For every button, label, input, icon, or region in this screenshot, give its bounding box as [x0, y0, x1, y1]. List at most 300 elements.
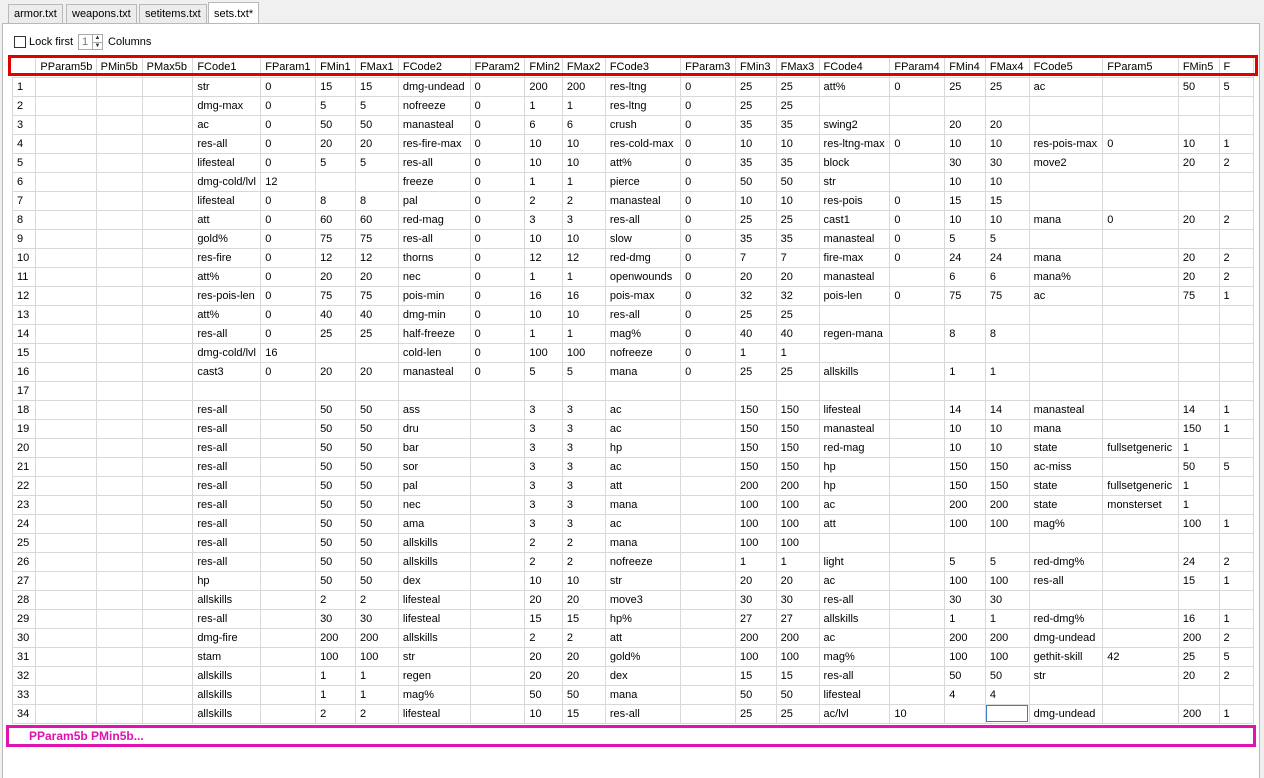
- table-cell[interactable]: 35: [735, 229, 776, 248]
- table-cell[interactable]: 0: [261, 362, 316, 381]
- table-cell[interactable]: [819, 305, 890, 324]
- table-cell[interactable]: att%: [193, 267, 261, 286]
- table-cell[interactable]: 0: [261, 267, 316, 286]
- row-number[interactable]: 27: [13, 571, 36, 590]
- table-cell[interactable]: 0: [470, 362, 525, 381]
- table-cell[interactable]: lifesteal: [193, 153, 261, 172]
- table-cell[interactable]: 0: [681, 96, 736, 115]
- table-cell[interactable]: openwounds: [605, 267, 680, 286]
- table-cell[interactable]: 50: [1178, 77, 1219, 96]
- table-cell[interactable]: mana: [1029, 210, 1103, 229]
- table-cell[interactable]: 200: [1178, 704, 1219, 723]
- table-cell[interactable]: manasteal: [605, 191, 680, 210]
- table-cell[interactable]: 1: [525, 96, 563, 115]
- table-cell[interactable]: [470, 419, 525, 438]
- row-number[interactable]: 11: [13, 267, 36, 286]
- table-cell[interactable]: res-ltng-max: [819, 134, 890, 153]
- table-cell[interactable]: swing2: [819, 115, 890, 134]
- table-cell[interactable]: 20: [1178, 210, 1219, 229]
- table-cell[interactable]: 20: [735, 571, 776, 590]
- table-cell[interactable]: [36, 229, 96, 248]
- table-cell[interactable]: [142, 248, 193, 267]
- table-cell[interactable]: 200: [985, 628, 1029, 647]
- table-cell[interactable]: 100: [776, 495, 819, 514]
- table-cell[interactable]: [36, 381, 96, 400]
- table-cell[interactable]: [142, 400, 193, 419]
- table-cell[interactable]: mana: [605, 685, 680, 704]
- table-cell[interactable]: 20: [525, 590, 563, 609]
- table-cell[interactable]: 1: [985, 362, 1029, 381]
- table-cell[interactable]: 5: [316, 153, 356, 172]
- table-cell[interactable]: [470, 438, 525, 457]
- table-cell[interactable]: res-pois: [819, 191, 890, 210]
- table-cell[interactable]: 20: [1178, 248, 1219, 267]
- table-cell[interactable]: 0: [681, 343, 736, 362]
- table-cell[interactable]: 14: [985, 400, 1029, 419]
- table-cell[interactable]: dmg-cold/lvl: [193, 343, 261, 362]
- table-cell[interactable]: 50: [355, 495, 398, 514]
- table-cell[interactable]: 30: [985, 590, 1029, 609]
- table-cell[interactable]: [261, 609, 316, 628]
- table-cell[interactable]: 0: [890, 210, 945, 229]
- row-number[interactable]: 31: [13, 647, 36, 666]
- table-cell[interactable]: att%: [819, 77, 890, 96]
- table-cell[interactable]: 3: [525, 514, 563, 533]
- row-number[interactable]: 17: [13, 381, 36, 400]
- table-cell[interactable]: 50: [316, 514, 356, 533]
- table-cell[interactable]: 3: [562, 495, 605, 514]
- table-cell[interactable]: 5: [945, 552, 986, 571]
- tab-armor[interactable]: armor.txt: [8, 4, 63, 23]
- column-header[interactable]: PMax5b: [142, 58, 193, 77]
- table-cell[interactable]: 10: [735, 191, 776, 210]
- table-cell[interactable]: [470, 495, 525, 514]
- column-header[interactable]: FCode2: [398, 58, 470, 77]
- table-cell[interactable]: [36, 457, 96, 476]
- table-cell[interactable]: [96, 533, 142, 552]
- table-cell[interactable]: 0: [470, 286, 525, 305]
- table-cell[interactable]: red-dmg: [605, 248, 680, 267]
- table-cell[interactable]: [142, 571, 193, 590]
- table-cell[interactable]: [681, 609, 736, 628]
- table-cell[interactable]: crush: [605, 115, 680, 134]
- table-cell[interactable]: 100: [1178, 514, 1219, 533]
- table-cell[interactable]: [890, 96, 945, 115]
- table-cell[interactable]: [819, 533, 890, 552]
- table-cell[interactable]: 0: [681, 305, 736, 324]
- row-number[interactable]: 14: [13, 324, 36, 343]
- table-cell[interactable]: [1103, 305, 1179, 324]
- table-cell[interactable]: 75: [945, 286, 986, 305]
- table-cell[interactable]: 1: [776, 552, 819, 571]
- table-cell[interactable]: 0: [470, 191, 525, 210]
- table-cell[interactable]: 20: [525, 647, 563, 666]
- table-cell[interactable]: 50: [316, 476, 356, 495]
- table-cell[interactable]: 0: [681, 229, 736, 248]
- column-header[interactable]: FMin1: [316, 58, 356, 77]
- table-cell[interactable]: 100: [985, 571, 1029, 590]
- table-cell[interactable]: red-dmg%: [1029, 552, 1103, 571]
- table-cell[interactable]: [525, 381, 563, 400]
- table-cell[interactable]: [1103, 514, 1179, 533]
- table-cell[interactable]: [562, 381, 605, 400]
- table-cell[interactable]: 0: [470, 324, 525, 343]
- table-cell[interactable]: [945, 343, 986, 362]
- table-cell[interactable]: 50: [355, 457, 398, 476]
- table-cell[interactable]: [1029, 191, 1103, 210]
- table-cell[interactable]: 50: [316, 457, 356, 476]
- column-header[interactable]: FParam1: [261, 58, 316, 77]
- table-cell[interactable]: [470, 685, 525, 704]
- table-cell[interactable]: ac: [605, 419, 680, 438]
- table-cell[interactable]: [142, 267, 193, 286]
- table-cell[interactable]: allskills: [193, 704, 261, 723]
- table-cell[interactable]: [96, 400, 142, 419]
- table-cell[interactable]: 6: [945, 267, 986, 286]
- table-cell[interactable]: [261, 666, 316, 685]
- table-cell[interactable]: [398, 381, 470, 400]
- table-cell[interactable]: 3: [525, 210, 563, 229]
- table-cell[interactable]: 75: [985, 286, 1029, 305]
- table-cell[interactable]: [36, 704, 96, 723]
- table-cell[interactable]: 8: [945, 324, 986, 343]
- table-cell[interactable]: 15: [985, 191, 1029, 210]
- table-cell[interactable]: [890, 419, 945, 438]
- table-cell[interactable]: 150: [985, 457, 1029, 476]
- table-cell[interactable]: 100: [945, 514, 986, 533]
- table-cell[interactable]: [1178, 343, 1219, 362]
- table-cell[interactable]: [945, 381, 986, 400]
- table-cell[interactable]: 0: [261, 191, 316, 210]
- table-cell[interactable]: 50: [355, 476, 398, 495]
- table-cell[interactable]: [142, 590, 193, 609]
- table-cell[interactable]: thorns: [398, 248, 470, 267]
- table-cell[interactable]: 14: [1178, 400, 1219, 419]
- table-cell[interactable]: 27: [776, 609, 819, 628]
- table-cell[interactable]: [1219, 229, 1253, 248]
- table-cell[interactable]: 2: [1219, 666, 1253, 685]
- table-cell[interactable]: [890, 514, 945, 533]
- table-cell[interactable]: 0: [681, 324, 736, 343]
- table-cell[interactable]: 0: [681, 210, 736, 229]
- table-cell[interactable]: 1: [562, 324, 605, 343]
- table-cell[interactable]: 1: [1178, 438, 1219, 457]
- table-cell[interactable]: 3: [525, 400, 563, 419]
- table-cell[interactable]: 2: [1219, 628, 1253, 647]
- table-cell[interactable]: 50: [316, 495, 356, 514]
- table-cell[interactable]: [96, 514, 142, 533]
- table-cell[interactable]: [36, 628, 96, 647]
- table-cell[interactable]: 24: [945, 248, 986, 267]
- table-cell[interactable]: 3: [562, 476, 605, 495]
- table-cell[interactable]: [261, 704, 316, 723]
- table-cell[interactable]: 0: [1103, 210, 1179, 229]
- table-cell[interactable]: 1: [1219, 609, 1253, 628]
- table-cell[interactable]: [261, 419, 316, 438]
- table-cell[interactable]: 0: [890, 77, 945, 96]
- column-header[interactable]: FParam2: [470, 58, 525, 77]
- row-number[interactable]: 12: [13, 286, 36, 305]
- table-cell[interactable]: 150: [735, 438, 776, 457]
- table-cell[interactable]: 30: [945, 153, 986, 172]
- table-cell[interactable]: [985, 343, 1029, 362]
- table-cell[interactable]: 15: [562, 704, 605, 723]
- table-cell[interactable]: [142, 685, 193, 704]
- table-cell[interactable]: [1029, 685, 1103, 704]
- table-cell[interactable]: 100: [735, 533, 776, 552]
- table-cell[interactable]: [1178, 172, 1219, 191]
- table-cell[interactable]: 0: [261, 115, 316, 134]
- table-cell[interactable]: [36, 533, 96, 552]
- table-cell[interactable]: [1029, 381, 1103, 400]
- table-cell[interactable]: 35: [735, 153, 776, 172]
- table-cell[interactable]: 200: [525, 77, 563, 96]
- table-cell[interactable]: mana: [605, 533, 680, 552]
- table-cell[interactable]: 1: [525, 172, 563, 191]
- table-cell[interactable]: mag%: [605, 324, 680, 343]
- table-cell[interactable]: [96, 362, 142, 381]
- table-cell[interactable]: 10: [735, 134, 776, 153]
- table-cell[interactable]: 35: [776, 229, 819, 248]
- table-cell[interactable]: [1219, 191, 1253, 210]
- table-cell[interactable]: [470, 457, 525, 476]
- table-cell[interactable]: 20: [985, 115, 1029, 134]
- table-cell[interactable]: 0: [890, 134, 945, 153]
- table-cell[interactable]: 75: [316, 229, 356, 248]
- table-cell[interactable]: 10: [525, 229, 563, 248]
- table-cell[interactable]: [355, 381, 398, 400]
- table-cell[interactable]: [1029, 324, 1103, 343]
- table-cell[interactable]: res-all: [819, 666, 890, 685]
- table-cell[interactable]: 2: [1219, 267, 1253, 286]
- table-cell[interactable]: [890, 685, 945, 704]
- table-cell[interactable]: 10: [945, 419, 986, 438]
- table-cell[interactable]: [36, 647, 96, 666]
- table-cell[interactable]: ac: [605, 514, 680, 533]
- row-number[interactable]: 16: [13, 362, 36, 381]
- table-cell[interactable]: [261, 457, 316, 476]
- table-cell[interactable]: red-mag: [819, 438, 890, 457]
- table-cell[interactable]: [261, 685, 316, 704]
- table-cell[interactable]: 3: [562, 438, 605, 457]
- table-cell[interactable]: [36, 153, 96, 172]
- table-cell[interactable]: 25: [776, 77, 819, 96]
- row-number[interactable]: 34: [13, 704, 36, 723]
- table-cell[interactable]: 50: [316, 571, 356, 590]
- table-cell[interactable]: str: [605, 571, 680, 590]
- table-cell[interactable]: att: [193, 210, 261, 229]
- table-cell[interactable]: gold%: [193, 229, 261, 248]
- table-cell[interactable]: 10: [525, 134, 563, 153]
- table-cell[interactable]: [890, 476, 945, 495]
- table-cell[interactable]: [36, 362, 96, 381]
- table-cell[interactable]: 1: [1219, 134, 1253, 153]
- table-cell[interactable]: 100: [735, 514, 776, 533]
- table-cell[interactable]: dmg-undead: [1029, 628, 1103, 647]
- table-cell[interactable]: 15: [776, 666, 819, 685]
- table-cell[interactable]: 10: [525, 153, 563, 172]
- table-cell[interactable]: 200: [562, 77, 605, 96]
- table-cell[interactable]: 60: [355, 210, 398, 229]
- table-cell[interactable]: [681, 514, 736, 533]
- table-cell[interactable]: [1029, 590, 1103, 609]
- table-cell[interactable]: 1: [776, 343, 819, 362]
- table-cell[interactable]: res-all: [193, 495, 261, 514]
- table-cell[interactable]: [819, 343, 890, 362]
- table-cell[interactable]: 150: [735, 419, 776, 438]
- table-cell[interactable]: [96, 115, 142, 134]
- table-cell[interactable]: red-mag: [398, 210, 470, 229]
- table-cell[interactable]: [261, 400, 316, 419]
- table-cell[interactable]: 200: [945, 495, 986, 514]
- table-cell[interactable]: [1219, 533, 1253, 552]
- table-cell[interactable]: 100: [945, 647, 986, 666]
- table-cell[interactable]: 1: [1219, 286, 1253, 305]
- table-cell[interactable]: 32: [735, 286, 776, 305]
- table-cell[interactable]: 6: [562, 115, 605, 134]
- table-cell[interactable]: att: [605, 628, 680, 647]
- table-cell[interactable]: dmg-max: [193, 96, 261, 115]
- table-cell[interactable]: move2: [1029, 153, 1103, 172]
- table-cell[interactable]: [142, 457, 193, 476]
- table-cell[interactable]: 1: [562, 172, 605, 191]
- row-number[interactable]: 3: [13, 115, 36, 134]
- table-cell[interactable]: 6: [985, 267, 1029, 286]
- table-cell[interactable]: 27: [735, 609, 776, 628]
- table-cell[interactable]: [142, 286, 193, 305]
- row-number[interactable]: 29: [13, 609, 36, 628]
- table-cell[interactable]: 1: [562, 267, 605, 286]
- table-cell[interactable]: [681, 552, 736, 571]
- table-cell[interactable]: [96, 172, 142, 191]
- table-cell[interactable]: move3: [605, 590, 680, 609]
- table-cell[interactable]: [36, 571, 96, 590]
- table-cell[interactable]: [96, 457, 142, 476]
- table-cell[interactable]: [890, 324, 945, 343]
- table-cell[interactable]: 100: [355, 647, 398, 666]
- table-cell[interactable]: 5: [1219, 647, 1253, 666]
- table-cell[interactable]: [1103, 96, 1179, 115]
- table-cell[interactable]: hp: [193, 571, 261, 590]
- table-cell[interactable]: state: [1029, 438, 1103, 457]
- table-cell[interactable]: str: [1029, 666, 1103, 685]
- table-cell[interactable]: [1103, 628, 1179, 647]
- table-cell[interactable]: 50: [525, 685, 563, 704]
- table-cell[interactable]: 10: [1178, 134, 1219, 153]
- table-cell[interactable]: [470, 552, 525, 571]
- table-cell[interactable]: [1219, 343, 1253, 362]
- table-cell[interactable]: 30: [985, 153, 1029, 172]
- table-cell[interactable]: 0: [261, 305, 316, 324]
- table-cell[interactable]: 0: [681, 77, 736, 96]
- table-cell[interactable]: [1178, 96, 1219, 115]
- table-cell[interactable]: 50: [316, 115, 356, 134]
- table-cell[interactable]: 0: [681, 134, 736, 153]
- table-cell[interactable]: [1029, 305, 1103, 324]
- selected-cell[interactable]: [985, 704, 1029, 723]
- table-cell[interactable]: 0: [681, 153, 736, 172]
- table-cell[interactable]: 4: [985, 685, 1029, 704]
- table-cell[interactable]: 100: [776, 514, 819, 533]
- table-cell[interactable]: 100: [945, 571, 986, 590]
- table-cell[interactable]: [36, 343, 96, 362]
- table-cell[interactable]: 50: [316, 552, 356, 571]
- table-cell[interactable]: 50: [985, 666, 1029, 685]
- table-cell[interactable]: 1: [316, 666, 356, 685]
- table-cell[interactable]: [96, 381, 142, 400]
- table-cell[interactable]: [890, 495, 945, 514]
- table-cell[interactable]: 20: [1178, 153, 1219, 172]
- table-cell[interactable]: [96, 267, 142, 286]
- table-cell[interactable]: [142, 134, 193, 153]
- table-cell[interactable]: [96, 647, 142, 666]
- table-cell[interactable]: [96, 96, 142, 115]
- table-cell[interactable]: 20: [562, 647, 605, 666]
- table-cell[interactable]: hp: [605, 438, 680, 457]
- table-cell[interactable]: 25: [735, 96, 776, 115]
- table-cell[interactable]: res-all: [605, 210, 680, 229]
- table-cell[interactable]: [142, 514, 193, 533]
- table-cell[interactable]: 50: [1178, 457, 1219, 476]
- table-cell[interactable]: 1: [1219, 400, 1253, 419]
- table-cell[interactable]: 1: [735, 343, 776, 362]
- table-cell[interactable]: 15: [562, 609, 605, 628]
- table-cell[interactable]: 4: [945, 685, 986, 704]
- table-cell[interactable]: att%: [605, 153, 680, 172]
- table-cell[interactable]: [261, 590, 316, 609]
- table-cell[interactable]: fullsetgeneric: [1103, 438, 1179, 457]
- table-cell[interactable]: 60: [316, 210, 356, 229]
- column-header[interactable]: FMax2: [562, 58, 605, 77]
- table-cell[interactable]: 0: [261, 153, 316, 172]
- table-cell[interactable]: 50: [735, 172, 776, 191]
- table-cell[interactable]: 0: [470, 305, 525, 324]
- table-cell[interactable]: [36, 438, 96, 457]
- table-cell[interactable]: manasteal: [398, 115, 470, 134]
- table-cell[interactable]: res-pois-len: [193, 286, 261, 305]
- table-cell[interactable]: mana: [605, 362, 680, 381]
- table-cell[interactable]: 2: [1219, 248, 1253, 267]
- table-cell[interactable]: 2: [1219, 210, 1253, 229]
- table-cell[interactable]: [96, 666, 142, 685]
- table-cell[interactable]: 20: [316, 362, 356, 381]
- table-cell[interactable]: dmg-undead: [398, 77, 470, 96]
- table-cell[interactable]: [681, 533, 736, 552]
- table-cell[interactable]: res-ltng: [605, 96, 680, 115]
- table-cell[interactable]: 20: [525, 666, 563, 685]
- table-cell[interactable]: 75: [316, 286, 356, 305]
- table-cell[interactable]: [1219, 685, 1253, 704]
- table-cell[interactable]: 10: [562, 229, 605, 248]
- column-header[interactable]: FParam4: [890, 58, 945, 77]
- table-cell[interactable]: 100: [776, 647, 819, 666]
- table-cell[interactable]: [1178, 324, 1219, 343]
- table-cell[interactable]: [1219, 96, 1253, 115]
- table-cell[interactable]: [681, 590, 736, 609]
- table-cell[interactable]: [261, 571, 316, 590]
- table-cell[interactable]: 200: [355, 628, 398, 647]
- table-cell[interactable]: res-all: [193, 457, 261, 476]
- table-cell[interactable]: 24: [985, 248, 1029, 267]
- table-cell[interactable]: 12: [562, 248, 605, 267]
- table-cell[interactable]: res-all: [605, 305, 680, 324]
- table-cell[interactable]: [890, 172, 945, 191]
- table-cell[interactable]: [470, 571, 525, 590]
- table-cell[interactable]: [96, 495, 142, 514]
- table-cell[interactable]: [261, 514, 316, 533]
- table-cell[interactable]: [1103, 704, 1179, 723]
- table-cell[interactable]: 10: [562, 571, 605, 590]
